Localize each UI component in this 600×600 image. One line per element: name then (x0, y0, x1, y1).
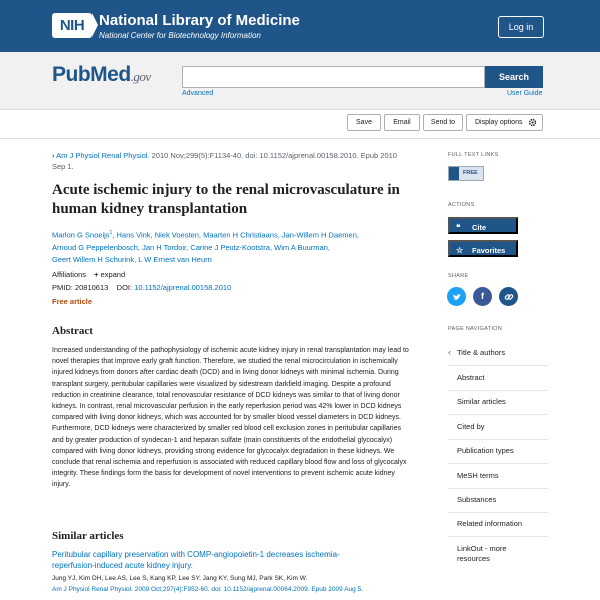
toolbar-divider (0, 138, 600, 139)
author-link[interactable]: Maarten H Christiaans (203, 230, 278, 240)
identifiers (52, 283, 231, 292)
author-link[interactable]: L W Ernest van Heurn (138, 254, 212, 264)
similar-article-title[interactable]: Peritubular capillary preservation with COMP-angiopoietin-1 decreases ischemia-reperfusion-induced acute kidney injury. (52, 550, 340, 570)
journal-link[interactable]: Am J Physiol Renal Physiol. (56, 151, 150, 160)
author-link[interactable]: Jan H Tordoir (142, 242, 187, 252)
advanced-search-link[interactable]: Advanced (182, 90, 214, 97)
pubmed-logo-gov: .gov (130, 69, 151, 84)
facebook-icon: f (481, 291, 484, 301)
actions-heading: ACTIONS (448, 202, 475, 208)
pubmed-logo-med: Med (90, 63, 131, 86)
pubmed-logo-pub: Pub (52, 63, 91, 86)
link-icon (504, 292, 514, 302)
full-text-links-heading: FULL TEXT LINKS (448, 152, 499, 158)
display-options-button[interactable] (466, 114, 543, 131)
author-link[interactable]: Niek Voesten (154, 230, 199, 240)
author-link[interactable]: Marlon G Snoeijs (52, 230, 110, 240)
plus-icon: + (94, 270, 99, 279)
article-title: Acute ischemic injury to the renal microvasculature in human kidney transplantation (52, 182, 400, 217)
author-link[interactable]: Carine J Peutz-Kootstra (190, 242, 270, 252)
author-affiliation-number[interactable]: 1 (109, 230, 113, 236)
pmid-label: PMID: (52, 283, 73, 292)
chevron-left-icon: ‹ (448, 347, 451, 357)
nav-divider (448, 439, 548, 440)
pmid-value: 20810613 (74, 283, 109, 292)
login-button[interactable]: Log in (498, 16, 544, 38)
cite-label: Cite (472, 223, 487, 232)
abstract-text: Increased understanding of the pathophysiology of ischemic acute kidney injury in renal transplantation may lead to novel therapies that improve early graft function. Therefore, we studied the renal microcirculation in ischemically injured kidneys from donors after cardiac death (DCD) and in living donor kidneys with minimal ischemia. During transplant surgery, peritubular capillaries were visualized by sidestream darkfield imaging. Despite a profound reduction in creatinine clearance, total renovascular resistance of DCD kidneys was similar to that of living donor kidneys. In contrast, renal microvascular perfusion in the early reperfusion period was 42% lower in DCD kidneys compared with living donor kidneys, which was accounted for by smaller blood vessel diameters in DCD kidneys. Furthermore, DCD kidneys were characterized by smaller red blood cell exclusion zones in peritubular capillaries and by greater production of syndecan-1 and heparan sulfate (main constituents of the endothelial glycocalyx) compared with living donor kidneys, providing strong evidence for glycocalyx degradation in these kidneys. We conclude that renal ischemia and reperfusion is associated with reduced capillary blood flow and loss of glycocalyx integrity. These findings form the basis for development of novel interventions to prevent ischemic acute kidney injury. (52, 347, 409, 489)
page-navigation-heading: PAGE NAVIGATION (448, 326, 503, 332)
search-area (0, 52, 600, 110)
nav-publication-types[interactable]: Publication types (457, 446, 514, 455)
nav-divider (448, 365, 548, 366)
star-icon: ☆ (456, 246, 464, 255)
expand-label: expand (100, 270, 126, 279)
nav-divider (448, 463, 548, 464)
nih-banner (0, 0, 600, 52)
full-text-free-link[interactable] (448, 166, 484, 181)
cite-button[interactable] (448, 217, 518, 234)
favorites-button[interactable] (448, 240, 518, 257)
author-link[interactable]: Wim A Buurman (274, 242, 328, 252)
user-guide-link[interactable]: User Guide (507, 90, 543, 97)
author-list: Marlon G Snoeijs$^1$, Hans Vink, Niek Voesten, Maarten H Christiaans, Jan-Willem H Daemen, Arnoud G Peppelenbosch, Jan H Tordoir, Carine J Peutz-Kootstra, Wim A Buurman, Geert Willem H Schurink, L W Ernest van Heurn (52, 230, 359, 264)
nih-logo[interactable] (52, 13, 92, 38)
email-button[interactable]: Email (384, 114, 420, 131)
citation-details: 2010 Nov;299(5):F1134-40. doi: 10.1152/ajprenal.00158.2010. Epub 2010 Sep 1. (52, 151, 397, 171)
nav-linkout[interactable]: LinkOut - more resources (457, 544, 507, 563)
nav-mesh-terms[interactable]: MeSH terms (457, 471, 499, 480)
abstract-heading: Abstract (52, 325, 93, 337)
free-article-badge: Free article (52, 297, 93, 306)
free-badge-label: FREE (463, 170, 478, 176)
affiliations-row (52, 270, 125, 279)
expand-toggle[interactable] (88, 270, 125, 279)
nav-similar-articles[interactable]: Similar articles (457, 397, 506, 406)
nav-title-authors[interactable] (448, 348, 548, 357)
similar-article-authors: Jung YJ, Kim DH, Lee AS, Lee S, Kang KP, Lee SY, Jang KY, Sung MJ, Park SK, Kim W. (52, 575, 308, 582)
nav-divider (448, 488, 548, 489)
search-input[interactable] (182, 66, 485, 88)
affiliations-label: Affiliations (52, 270, 87, 279)
favorites-label: Favorites (472, 246, 506, 255)
nav-substances[interactable]: Substances (457, 495, 497, 504)
nih-subtitle: National Center for Biotechnology Information (99, 31, 261, 40)
twitter-share-button[interactable] (447, 287, 466, 306)
nav-divider (448, 414, 548, 415)
nih-title: National Library of Medicine (99, 12, 300, 29)
author-link[interactable]: Geert Willem H Schurink (52, 254, 135, 264)
nih-logo-text: NIH (59, 17, 85, 34)
pubmed-logo[interactable] (52, 63, 151, 87)
gear-icon (528, 118, 537, 127)
publisher-logo-icon (449, 167, 459, 180)
twitter-icon (452, 292, 462, 302)
author-link[interactable]: Arnoud G Peppelenbosch (52, 242, 138, 252)
share-heading: SHARE (448, 273, 469, 279)
nav-divider (448, 536, 548, 537)
save-button[interactable]: Save (347, 114, 381, 131)
doi-link[interactable]: 10.1152/ajprenal.00158.2010 (134, 283, 232, 292)
display-options-label: Display options (475, 119, 523, 126)
similar-articles-heading: Similar articles (52, 530, 124, 542)
chevron-right-icon: › (52, 151, 55, 160)
nav-divider (448, 390, 548, 391)
facebook-share-button[interactable] (473, 287, 492, 306)
nav-item-label: Title & authors (457, 348, 506, 357)
nav-related-information[interactable]: Related information (457, 519, 523, 528)
similar-article-citation: Am J Physiol Renal Physiol. 2009 Oct;297(4):F952-60. doi: 10.1152/ajprenal.00064.2009. Epub 2009 Aug 5. (52, 586, 364, 593)
send-to-button[interactable]: Send to (423, 114, 463, 131)
journal-citation (52, 150, 402, 172)
doi-label: DOI: (116, 283, 133, 292)
permalink-share-button[interactable] (499, 287, 518, 306)
search-button[interactable]: Search (485, 66, 543, 88)
nav-cited-by[interactable]: Cited by (457, 422, 485, 431)
author-link[interactable]: Hans Vink (116, 230, 151, 240)
author-link[interactable]: Jan-Willem H Daemen (281, 230, 357, 240)
nav-divider (448, 512, 548, 513)
quote-icon: ❝ (456, 223, 461, 232)
nav-abstract[interactable]: Abstract (457, 373, 485, 382)
